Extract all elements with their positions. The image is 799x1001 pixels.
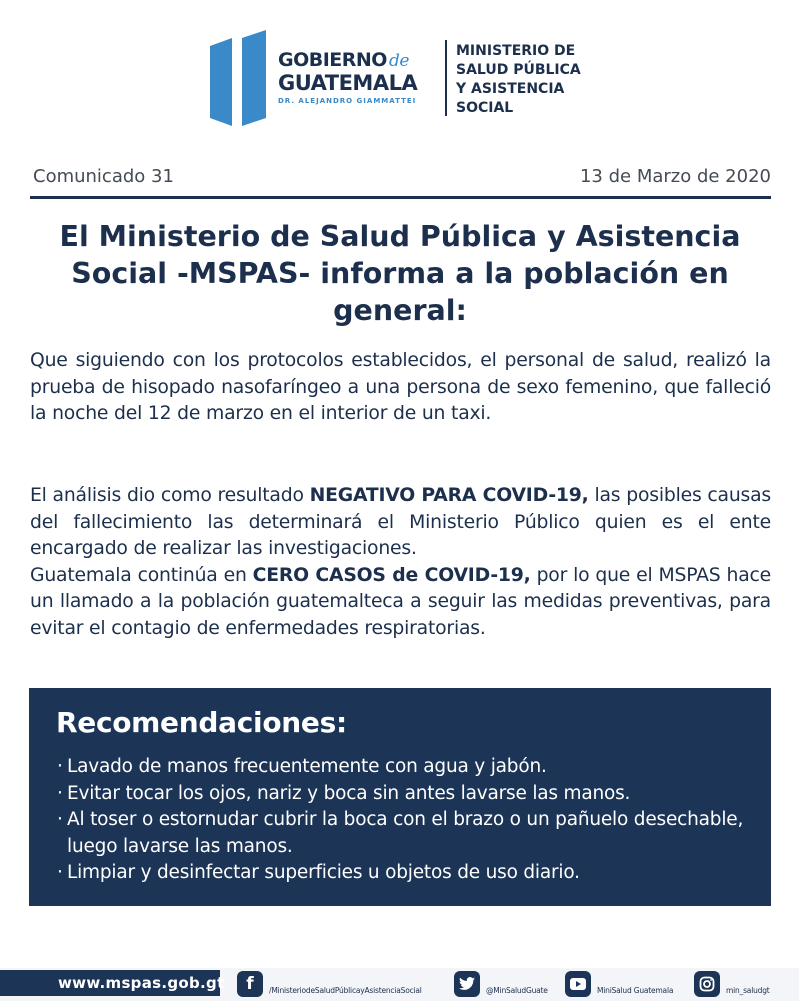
instagram-icon bbox=[694, 971, 720, 997]
p2-text: las posibles causas del fallecimiento las determinará el Ministerio Público quien es el ente encargado de realizar las investigaciones. bbox=[30, 485, 771, 559]
p2-text: El análisis dio como resultado bbox=[30, 485, 310, 506]
instagram-link[interactable] bbox=[694, 963, 770, 997]
ministry-line: SOCIAL bbox=[456, 100, 514, 116]
gov-line1: GOBIERNO bbox=[278, 49, 387, 71]
youtube-link[interactable] bbox=[565, 963, 673, 997]
recommendations-list bbox=[57, 754, 757, 887]
p2-text: por lo que el MSPAS hace un llamado a la población guatemalteca a seguir las medidas preventivas, para evitar el contagio de enfermedades respiratorias. bbox=[30, 564, 771, 639]
recommendation-item: · Al toser o estornudar cubrir la boca con el brazo o un pañuelo desechable, luego lavarse las manos. bbox=[57, 807, 757, 860]
facebook-icon: f bbox=[237, 971, 263, 997]
communique-number: Comunicado 31 bbox=[33, 166, 174, 187]
recommendation-item: · Lavado de manos frecuentemente con agua y jabón. bbox=[57, 754, 757, 781]
instagram-handle: min_saludgt bbox=[726, 986, 770, 995]
youtube-handle: MiniSalud Guatemala bbox=[597, 986, 674, 995]
footer bbox=[0, 956, 799, 1001]
logo-divider bbox=[445, 40, 447, 116]
gov-line2: GUATEMALA bbox=[278, 71, 418, 95]
ministry-name bbox=[456, 42, 636, 118]
ministry-line: SALUD PÚBLICA bbox=[456, 62, 581, 78]
facebook-link[interactable] bbox=[237, 963, 422, 997]
negative-result-emphasis: NEGATIVO PARA COVID-19, bbox=[309, 485, 589, 506]
ministry-line: Y ASISTENCIA bbox=[456, 81, 565, 97]
gov-line3: DR. ALEJANDRO GIAMMATTEI bbox=[278, 97, 417, 105]
communique-date: 13 de Marzo de 2020 bbox=[579, 166, 771, 187]
ministry-line: MINISTERIO DE bbox=[456, 43, 576, 59]
body-paragraph-1: Que siguiendo con los protocolos establecidos, el personal de salud, realizó la prueba de hisopado nasofaríngeo a una persona de sexo femenino, que falleció la noche del 12 de marzo en el interior de un taxi. bbox=[30, 350, 771, 424]
twitter-handle: @MinSaludGuate bbox=[486, 986, 548, 995]
recommendation-item: · Limpiar y desinfectar superficies u objetos de uso diario. bbox=[57, 860, 757, 887]
twitter-icon bbox=[454, 971, 480, 997]
government-logo-text bbox=[278, 50, 438, 105]
header-rule bbox=[30, 196, 771, 199]
p2-text: Guatemala continúa en bbox=[30, 564, 253, 586]
facebook-handle: /MinisteriodeSaludPúblicayAsistenciaSocial bbox=[269, 986, 422, 995]
recommendations-box bbox=[29, 688, 771, 906]
government-logo-bars-icon bbox=[210, 30, 268, 130]
page-title: El Ministerio de Salud Pública y Asistencia Social -MSPAS- informa a la población en general: bbox=[59, 220, 741, 327]
gov-de: de bbox=[388, 51, 409, 71]
recommendations-title: Recomendaciones: bbox=[56, 706, 347, 739]
header bbox=[0, 0, 799, 150]
zero-cases-emphasis: CERO CASOS de COVID-19, bbox=[252, 564, 531, 586]
body-paragraph-2 bbox=[30, 483, 771, 642]
recommendation-item: · Evitar tocar los ojos, nariz y boca sin antes lavarse las manos. bbox=[57, 781, 757, 808]
website-link[interactable]: www.mspas.gob.gt bbox=[0, 970, 220, 996]
twitter-link[interactable] bbox=[454, 963, 548, 997]
youtube-icon bbox=[565, 971, 591, 997]
meta-row bbox=[30, 166, 771, 192]
